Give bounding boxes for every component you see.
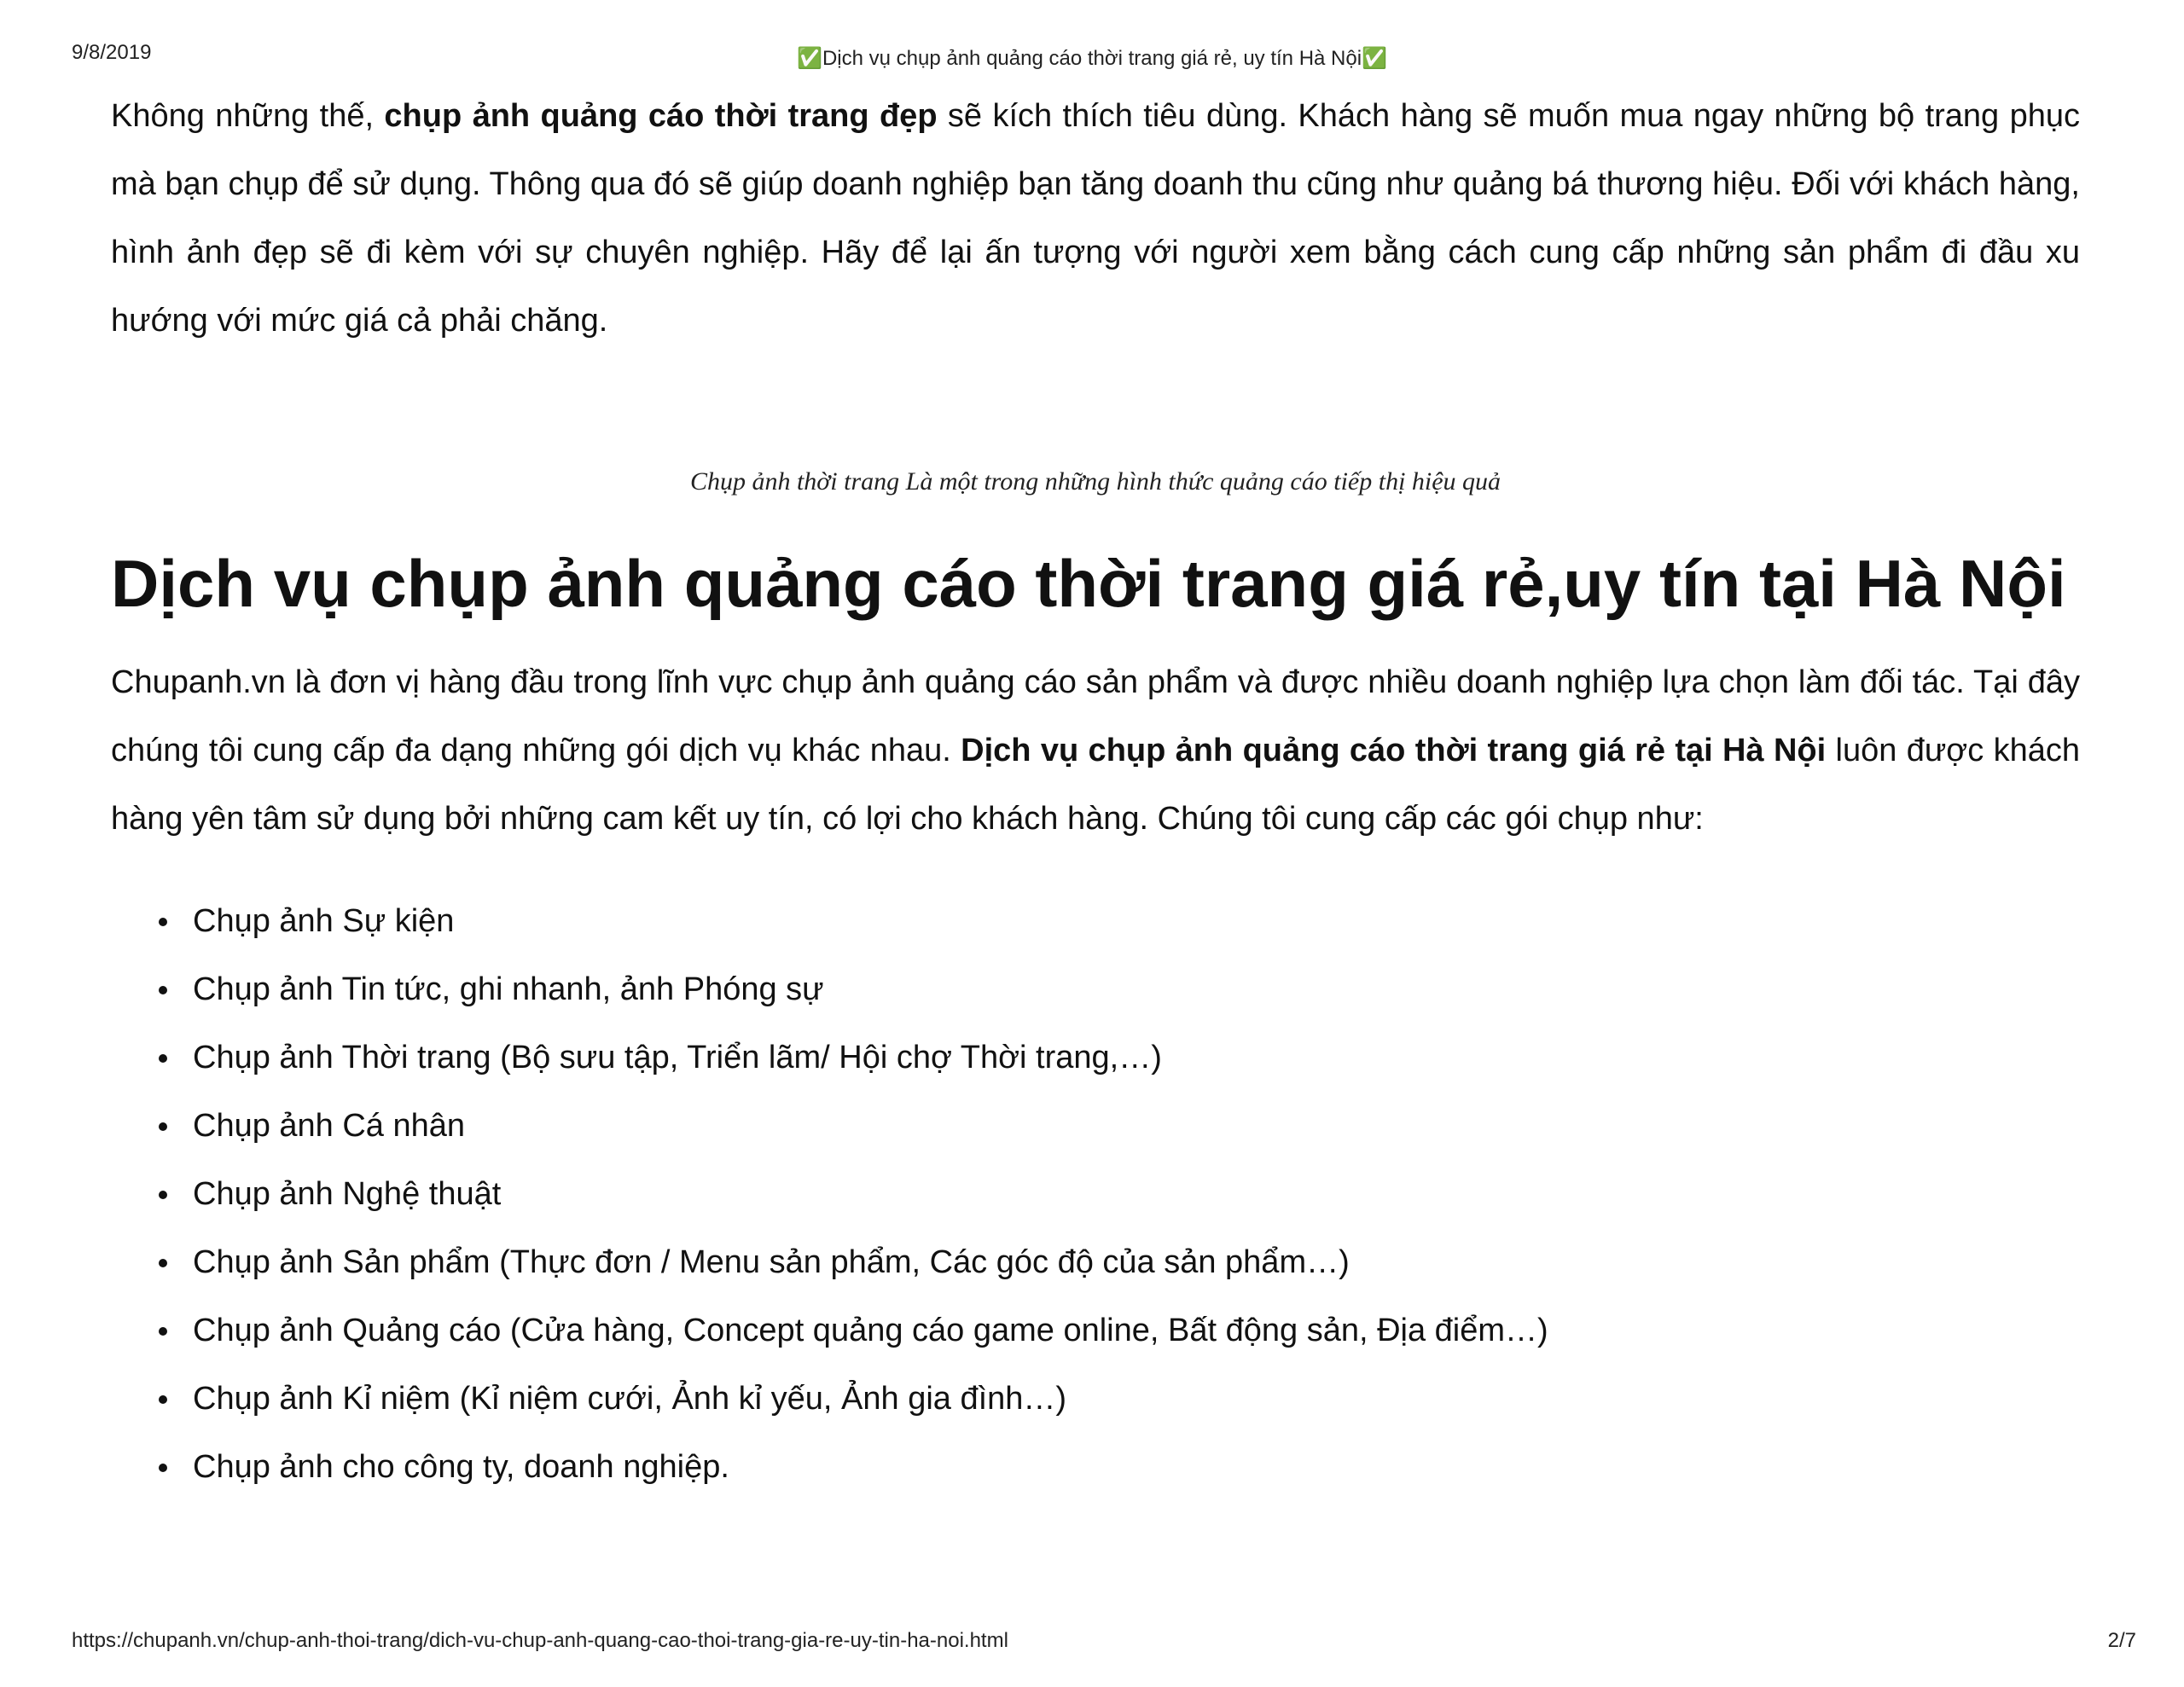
print-url: https://chupanh.vn/chup-anh-thoi-trang/dich-vu-chup-anh-quang-cao-thoi-trang-gia-re-uy-tin-ha-noi.html [72,1629,1008,1652]
list-item [111,1296,1548,1365]
intro-text-2: sẽ kích thích tiêu dùng. Khách hàng sẽ muốn mua ngay những bộ trang phục mà bạn chụp để sử dụng. Thông qua đó sẽ giúp doanh nghiệp bạn tăng doanh thu cũng như quảng bá thương hiệu. Đối với khách hàng, hình ảnh đẹp sẽ đi kèm với sự chuyên nghiệp. Hãy để lại ấn tượng với người xem bằng cách cung cấp những sản phẩm đi đầu xu hướng với mức giá cả phải chăng. [111,98,2080,339]
service-text-1: Chupanh.vn là đơn vị hàng đầu trong lĩnh vực chụp ảnh quảng cáo sản phẩm và được nhiều doanh nghiệp lựa chọn làm đối tác. Tại đây chúng tôi cung cấp đa dạng những gói dịch vụ khác nhau. [111,664,2080,768]
list-item-label: Chụp ảnh Tin tức, ghi nhanh, ảnh Phóng sự [193,971,824,1007]
intro-bold-phrase: chụp ảnh quảng cáo thời trang đẹp [384,98,938,134]
service-text-2: luôn được khách hàng yên tâm sử dụng bởi những cam kết uy tín, có lợi cho khách hàng. Chúng tôi cung cấp các gói chụp như: [111,733,2080,837]
list-item-label: Chụp ảnh Kỉ niệm (Kỉ niệm cưới, Ảnh kỉ yếu, Ảnh gia đình…) [193,1381,1067,1417]
image-caption: Chụp ảnh thời trang Là một trong những hình thức quảng cáo tiếp thị hiệu quả [689,467,1502,496]
list-item-label: Chụp ảnh Sản phẩm (Thực đơn / Menu sản phẩm, Các góc độ của sản phẩm…) [193,1244,1350,1280]
intro-text-1: Không những thế, [111,98,385,134]
list-item [111,887,1548,955]
list-item-label: Chụp ảnh cho công ty, doanh nghiệp. [193,1449,729,1485]
bullet-icon [159,1327,167,1336]
page-number: 2/7 [2107,1629,2136,1652]
bullet-icon [159,1464,167,1472]
list-item-label: Chụp ảnh Nghệ thuật [193,1176,502,1212]
list-item-label: Chụp ảnh Thời trang (Bộ sưu tập, Triển lãm/ Hội chợ Thời trang,…) [193,1040,1162,1075]
service-bold-link: Dịch vụ chụp ảnh quảng cáo thời trang giá rẻ tại Hà Nội [961,733,1827,768]
list-item-label: Chụp ảnh Sự kiện [193,903,455,939]
list-item-label: Chụp ảnh Cá nhân [193,1108,466,1144]
print-date: 9/8/2019 [72,41,152,64]
bullet-icon [159,918,167,926]
bullet-icon [159,1054,167,1063]
bullet-icon [159,1122,167,1131]
list-item [111,955,1548,1023]
list-item [111,1092,1548,1160]
list-item [111,1023,1548,1092]
bullet-icon [159,1395,167,1404]
bullet-icon [159,986,167,994]
bullet-icon [159,1259,167,1267]
list-item [111,1365,1548,1433]
service-list [111,887,1548,1501]
list-item-label: Chụp ảnh Quảng cáo (Cửa hàng, Concept quảng cáo game online, Bất động sản, Địa điểm…) [193,1313,1548,1348]
bullet-icon [159,1191,167,1199]
service-paragraph [111,648,2080,853]
list-item [111,1160,1548,1228]
list-item [111,1433,1548,1501]
section-heading: Dịch vụ chụp ảnh quảng cáo thời trang giá rẻ,uy tín tại Hà Nội [111,546,2066,621]
intro-paragraph [111,82,2080,355]
list-item [111,1228,1548,1296]
print-page-title: ✅Dịch vụ chụp ảnh quảng cáo thời trang giá rẻ, uy tín Hà Nội✅ [797,47,1387,70]
